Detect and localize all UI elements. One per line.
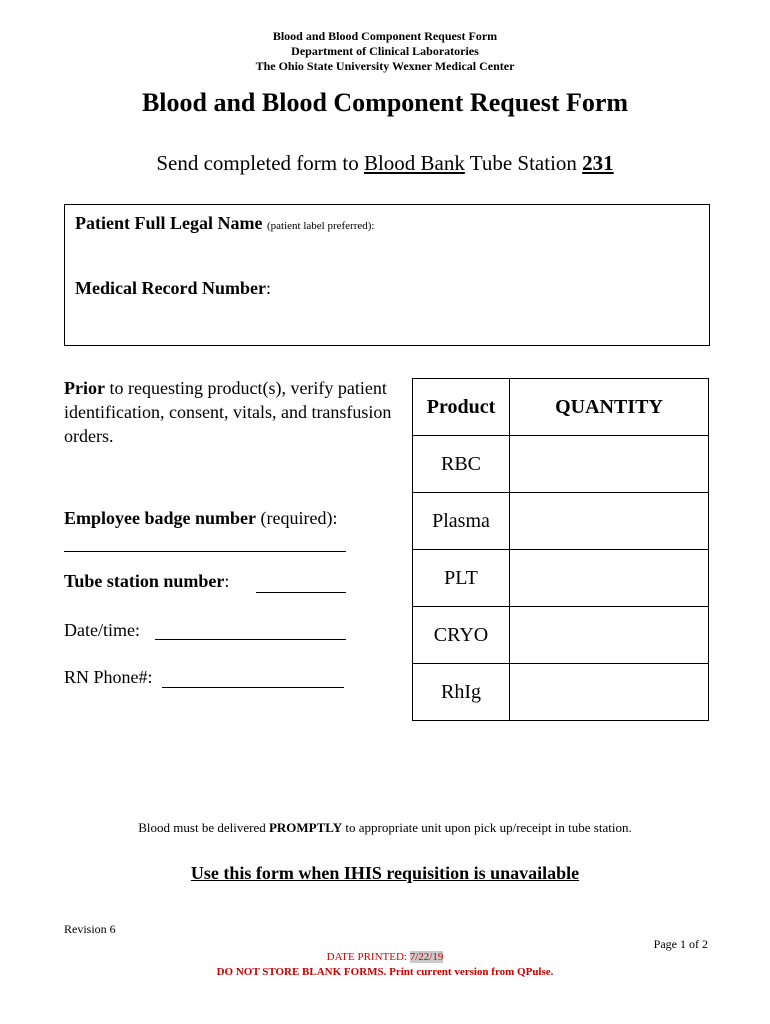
prior-bold: Prior xyxy=(64,378,105,398)
date-printed-value: 7/22/19 xyxy=(409,951,444,963)
datetime-label: Date/time: xyxy=(64,620,140,640)
product-cell: Plasma xyxy=(413,493,510,550)
rn-phone-label: RN Phone#: xyxy=(64,667,153,687)
patient-info-box[interactable] xyxy=(64,204,710,346)
datetime-line[interactable] xyxy=(155,639,346,640)
deliver-prefix: Blood must be delivered xyxy=(138,820,269,835)
tube-station-label xyxy=(64,571,229,592)
table-row xyxy=(413,493,709,550)
deliver-suffix: to appropriate unit upon pick up/receipt in tube station. xyxy=(342,820,632,835)
product-cell: PLT xyxy=(413,550,510,607)
badge-label xyxy=(64,508,337,529)
tube-station-colon: : xyxy=(224,571,230,591)
patient-name-label xyxy=(75,213,374,234)
product-cell: RhIg xyxy=(413,664,510,721)
table-row xyxy=(413,664,709,721)
delivery-notice xyxy=(0,820,770,836)
badge-number-line[interactable] xyxy=(64,551,346,552)
quantity-cell-plasma[interactable] xyxy=(510,493,709,550)
send-destination: Blood Bank xyxy=(363,151,465,175)
quantity-cell-cryo[interactable] xyxy=(510,607,709,664)
header-line-3: The Ohio State University Wexner Medical Center xyxy=(255,59,515,73)
page-title: Blood and Blood Component Request Form xyxy=(141,88,629,117)
header-line-2: Department of Clinical Laboratories xyxy=(291,44,479,58)
send-instruction xyxy=(0,151,770,176)
product-cell: CRYO xyxy=(413,607,510,664)
tube-station-number: 231 xyxy=(582,151,614,175)
date-printed-label: DATE PRINTED: xyxy=(326,951,410,963)
header-line-1: Blood and Blood Component Request Form xyxy=(272,29,498,43)
date-printed xyxy=(0,951,770,963)
mrn-text: Medical Record Number xyxy=(75,278,266,298)
no-store-warning: DO NOT STORE BLANK FORMS. Print current version from QPulse. xyxy=(216,966,554,978)
deliver-bold: PROMPTLY xyxy=(268,820,343,835)
prior-text: to requesting product(s), verify patient identification, consent, vitals, and transfusion orders. xyxy=(64,378,392,446)
table-row xyxy=(413,550,709,607)
quantity-cell-plt[interactable] xyxy=(510,550,709,607)
product-table xyxy=(412,378,709,721)
table-row xyxy=(413,607,709,664)
table-row xyxy=(413,436,709,493)
quantity-cell-rhig[interactable] xyxy=(510,664,709,721)
patient-name-note: (patient label preferred): xyxy=(266,220,375,232)
send-middle: Tube Station xyxy=(464,151,583,175)
patient-name-text: Patient Full Legal Name xyxy=(75,213,263,233)
quantity-column-header: QUANTITY xyxy=(510,379,709,436)
quantity-cell-rbc[interactable] xyxy=(510,436,709,493)
product-column-header: Product xyxy=(413,379,510,436)
rn-phone-line[interactable] xyxy=(162,687,344,688)
prior-instructions xyxy=(64,376,409,448)
tube-station-line[interactable] xyxy=(256,592,346,593)
product-cell: RBC xyxy=(413,436,510,493)
mrn-label xyxy=(75,278,271,299)
mrn-colon: : xyxy=(265,278,271,298)
revision-label: Revision 6 xyxy=(64,922,116,936)
page-number: Page 1 of 2 xyxy=(653,937,708,951)
use-form-notice: Use this form when IHIS requisition is unavailable xyxy=(190,863,580,883)
product-table-header xyxy=(413,379,709,436)
send-prefix: Send completed form to xyxy=(156,151,364,175)
tube-station-label-bold: Tube station number xyxy=(64,571,225,591)
badge-label-bold: Employee badge number xyxy=(64,508,257,528)
badge-label-rest: (required): xyxy=(256,508,338,528)
